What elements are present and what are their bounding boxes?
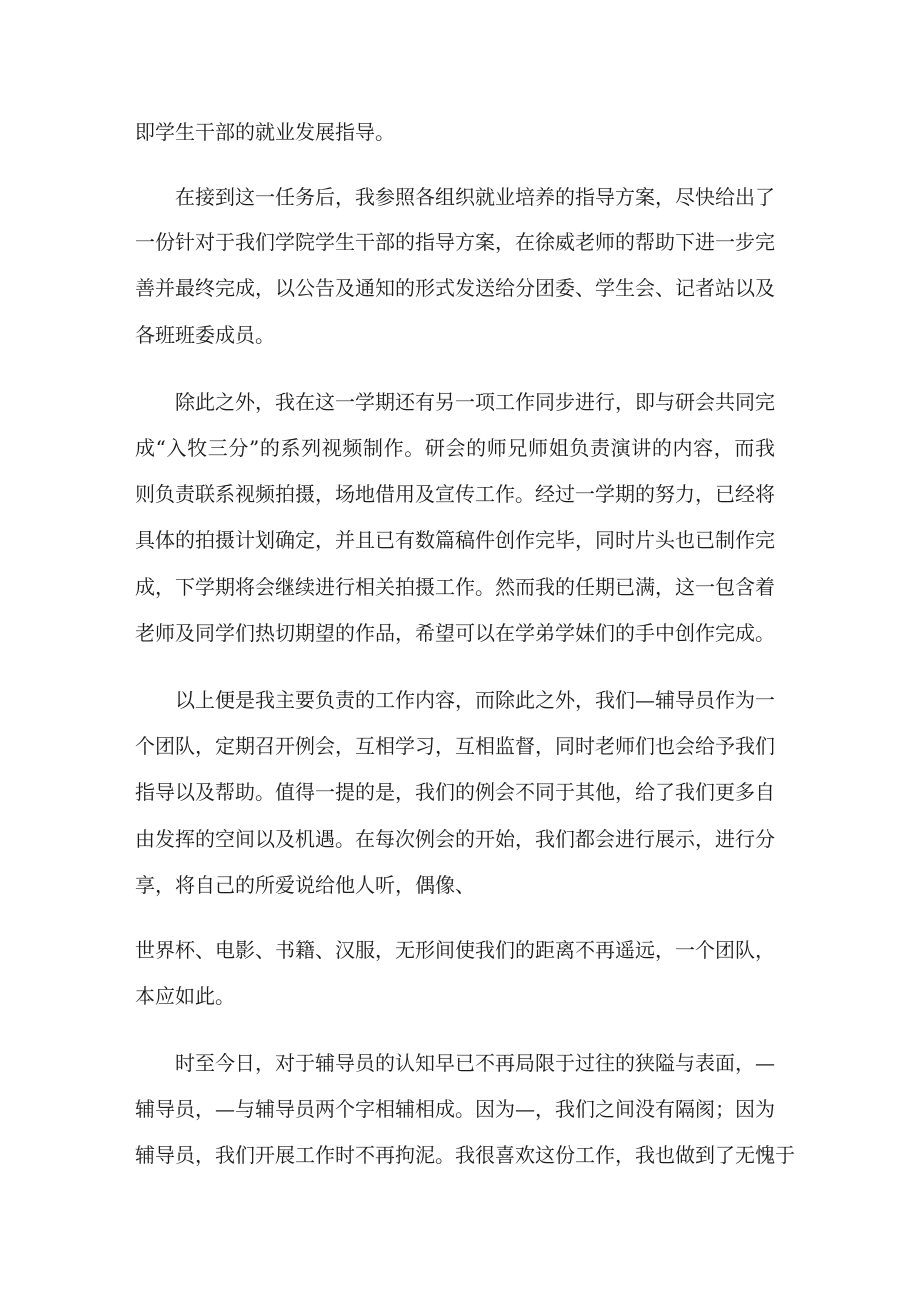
text-line: 成“入牧三分”的系列视频制作。研会的师兄师姐负责演讲的内容，而我 xyxy=(135,436,775,460)
text-line: 则负责联系视频拍摄，场地借用及宣传工作。经过一学期的努力，已经将 xyxy=(135,482,775,506)
text-line: 世界杯、电影、书籍、汉服，无形间使我们的距离不再遥远，一个团队， xyxy=(135,938,775,962)
text-line: 在接到这一任务后，我参照各组织就业培养的指导方案，尽快给出了 xyxy=(175,185,775,209)
text-line: 老师及同学们热切期望的作品，希望可以在学弟学妹们的手中创作完成。 xyxy=(135,621,775,645)
text-line: 由发挥的空间以及机遇。在每次例会的开始，我们都会进行展示，进行分 xyxy=(135,827,775,851)
text-line: 本应如此。 xyxy=(135,984,235,1008)
text-line: 以上便是我主要负责的工作内容，而除此之外，我们—辅导员作为一 xyxy=(175,688,775,712)
text-line: 享，将自己的所爱说给他人听，偶像、 xyxy=(135,873,475,897)
text-line: 各班班委成员。 xyxy=(135,323,275,347)
text-line: 成，下学期将会继续进行相关拍摄工作。然而我的任期已满，这一包含着 xyxy=(135,575,775,599)
text-line: 指导以及帮助。值得一提的是，我们的例会不同于其他，给了我们更多自 xyxy=(135,780,775,804)
text-line: 辅导员，—与辅导员两个字相辅相成。因为—，我们之间没有隔阂；因为 xyxy=(135,1097,775,1121)
text-line: 一份针对于我们学院学生干部的指导方案，在徐威老师的帮助下进一步完 xyxy=(135,230,775,254)
text-line: 即学生干部的就业发展指导。 xyxy=(135,120,395,144)
text-line: 个团队，定期召开例会，互相学习，互相监督，同时老师们也会给予我们 xyxy=(135,734,775,758)
text-line: 时至今日，对于辅导员的认知早已不再局限于过往的狭隘与表面，— xyxy=(175,1051,775,1075)
text-line: 善并最终完成，以公告及通知的形式发送给分团委、学生会、记者站以及 xyxy=(135,276,775,300)
text-line: 辅导员，我们开展工作时不再拘泥。我很喜欢这份工作，我也做到了无愧于 xyxy=(135,1143,795,1167)
text-line: 具体的拍摄计划确定，并且已有数篇稿件创作完毕，同时片头也已制作完 xyxy=(135,528,775,552)
text-line: 除此之外，我在这一学期还有另一项工作同步进行，即与研会共同完 xyxy=(175,390,775,414)
